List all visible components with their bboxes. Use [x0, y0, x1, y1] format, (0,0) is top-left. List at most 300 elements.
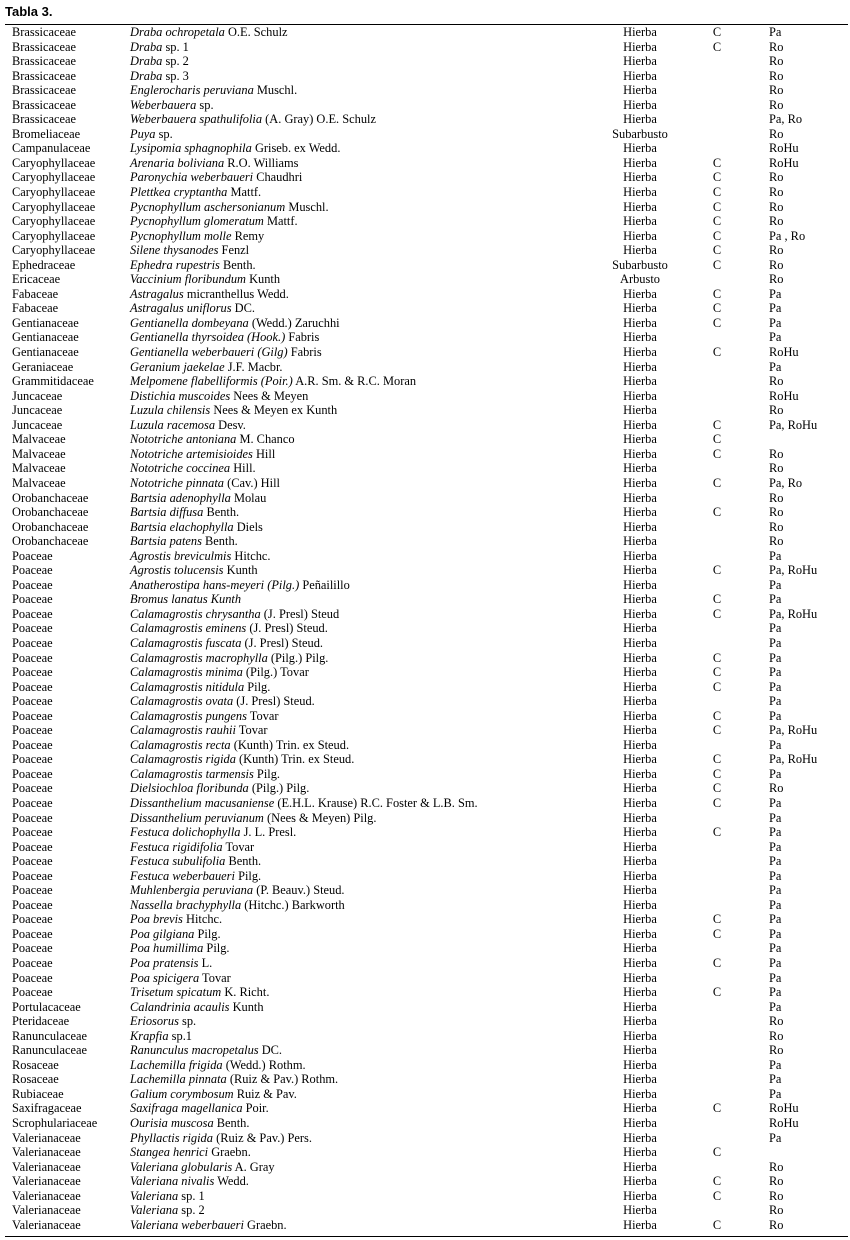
endemic-cell: C: [712, 475, 722, 490]
species-cell: [130, 883, 345, 898]
species-author: Griseb. ex Wedd.: [254, 141, 341, 156]
species-cell: [130, 607, 339, 622]
species-name: Bromus lanatus Kunth: [130, 592, 242, 607]
species-name: Astragalus: [130, 286, 184, 301]
table-row: [0, 811, 850, 826]
species-name: Krapfia: [130, 1028, 169, 1043]
species-cell: [130, 694, 315, 709]
species-author: Hill: [255, 446, 276, 461]
species-cell: [130, 170, 302, 185]
distribution-cell: Pa, RoHu: [769, 752, 818, 767]
endemic-cell: C: [712, 912, 722, 927]
endemic-cell: C: [712, 315, 722, 330]
habit-cell: Hierba: [623, 83, 657, 98]
species-name: Stangea henrici: [130, 1145, 209, 1160]
distribution-cell: Ro: [769, 257, 784, 272]
endemic-cell: C: [712, 985, 722, 1000]
species-cell: [130, 985, 269, 1000]
family-cell: Poaceae: [12, 708, 53, 723]
habit-cell: Hierba: [623, 883, 657, 898]
distribution-cell: Pa, Ro: [769, 112, 803, 127]
family-cell: Valerianaceae: [12, 1203, 81, 1218]
family-cell: Malvaceae: [12, 432, 66, 447]
species-author: Ruiz & Pav.: [236, 1086, 297, 1101]
table-row: [0, 69, 850, 84]
species-author: sp. 1: [181, 1188, 205, 1203]
species-cell: [130, 781, 309, 796]
table-row: [0, 680, 850, 695]
species-name: Valeriana: [130, 1188, 179, 1203]
species-name: Draba: [130, 39, 163, 54]
table-row: [0, 927, 850, 942]
table-row: [0, 200, 850, 215]
distribution-cell: Pa, RoHu: [769, 606, 818, 621]
distribution-cell: Pa: [769, 635, 782, 650]
species-name: Astragalus uniflorus: [130, 301, 232, 316]
table-row: [0, 505, 850, 520]
family-cell: Juncaceae: [12, 417, 63, 432]
distribution-cell: Ro: [769, 1043, 784, 1058]
species-author: Tovar: [202, 970, 231, 985]
species-cell: [130, 578, 350, 593]
species-cell: [130, 752, 354, 767]
habit-cell: Hierba: [623, 301, 657, 316]
species-name: Valeriana: [130, 1203, 179, 1218]
species-author: (Kunth) Trin. ex Steud.: [239, 752, 355, 767]
distribution-cell: Ro: [769, 1188, 784, 1203]
habit-cell: Hierba: [623, 1174, 657, 1189]
species-cell: [130, 1058, 306, 1073]
table-row: [0, 1160, 850, 1175]
habit-cell: Hierba: [623, 708, 657, 723]
habit-cell: Hierba: [623, 737, 657, 752]
table-row: [0, 1087, 850, 1102]
family-cell: Fabaceae: [12, 301, 59, 316]
species-author: Desv.: [218, 417, 246, 432]
distribution-cell: RoHu: [769, 388, 799, 403]
species-name: Agrostis tolucensis: [130, 563, 224, 578]
species-name: Lachemilla pinnata: [130, 1072, 227, 1087]
habit-cell: Hierba: [623, 112, 657, 127]
distribution-cell: RoHu: [769, 155, 799, 170]
table-row: [0, 1101, 850, 1116]
species-name: Valeriana globularis: [130, 1159, 233, 1174]
table-row: [0, 1029, 850, 1044]
habit-cell: Hierba: [623, 839, 657, 854]
distribution-cell: Ro: [769, 1203, 784, 1218]
species-name: Festuca weberbaueri: [130, 868, 235, 883]
distribution-cell: Pa: [769, 25, 782, 39]
habit-cell: Hierba: [623, 854, 657, 869]
habit-cell: Hierba: [623, 97, 657, 112]
distribution-cell: Pa: [769, 708, 782, 723]
species-name: Luzula racemosa: [130, 417, 216, 432]
species-name: Poa gilgiana: [130, 926, 195, 941]
table-row: [0, 1000, 850, 1015]
species-cell: [130, 549, 271, 564]
habit-cell: Hierba: [623, 403, 657, 418]
distribution-cell: Ro: [769, 490, 784, 505]
family-cell: Poaceae: [12, 621, 53, 636]
endemic-cell: C: [712, 766, 722, 781]
species-author: Nees & Meyen: [233, 388, 309, 403]
family-cell: Poaceae: [12, 781, 53, 796]
table-row: [0, 25, 850, 40]
distribution-cell: RoHu: [769, 141, 799, 156]
habit-cell: Hierba: [623, 155, 657, 170]
distribution-cell: Pa: [769, 359, 782, 374]
family-cell: Poaceae: [12, 694, 53, 709]
species-cell: [130, 258, 256, 273]
species-cell: [130, 330, 319, 345]
distribution-cell: Pa: [769, 766, 782, 781]
distribution-cell: Pa: [769, 679, 782, 694]
endemic-cell: C: [712, 825, 722, 840]
table-row: [0, 796, 850, 811]
endemic-cell: C: [712, 228, 722, 243]
habit-cell: Hierba: [623, 1203, 657, 1218]
table-title: Tabla 3.: [5, 4, 53, 19]
species-author: L.: [201, 956, 213, 970]
species-name: Bartsia elachophylla: [130, 519, 234, 534]
family-cell: Caryophyllaceae: [12, 199, 96, 214]
table-row: [0, 112, 850, 127]
species-author: sp.: [182, 1014, 197, 1029]
table-row: [0, 461, 850, 476]
distribution-cell: Pa: [769, 912, 782, 927]
table-row: [0, 651, 850, 666]
family-cell: Poaceae: [12, 854, 53, 869]
species-name: Phyllactis rigida: [130, 1130, 213, 1145]
habit-cell: Hierba: [623, 1086, 657, 1101]
species-cell: [130, 69, 189, 84]
species-name: Gentianella weberbaueri (Gilg): [130, 345, 288, 360]
habit-cell: Hierba: [623, 417, 657, 432]
species-name: Nassella brachyphylla: [130, 897, 242, 912]
species-author: Graebn.: [247, 1217, 287, 1232]
family-cell: Poaceae: [12, 897, 53, 912]
habit-cell: Hierba: [623, 795, 657, 810]
family-cell: Poaceae: [12, 548, 53, 563]
table-row: [0, 330, 850, 345]
species-cell: [130, 301, 255, 316]
habit-cell: Hierba: [623, 39, 657, 54]
family-cell: Poaceae: [12, 883, 53, 898]
habit-cell: Hierba: [623, 388, 657, 403]
family-cell: Brassicaceae: [12, 68, 76, 83]
habit-cell: Hierba: [623, 345, 657, 360]
distribution-cell: Ro: [769, 39, 784, 54]
habit-cell: Hierba: [623, 432, 657, 447]
species-cell: [130, 243, 249, 258]
habit-cell: Hierba: [623, 519, 657, 534]
family-cell: Scrophulariaceae: [12, 1116, 98, 1131]
species-name: Draba ochropetala: [130, 25, 225, 39]
species-name: Weberbauera: [130, 97, 197, 112]
species-author: Hitchc.: [234, 548, 271, 563]
table-row: [0, 1043, 850, 1058]
distribution-cell: Pa: [769, 999, 782, 1014]
table-row: [0, 563, 850, 578]
species-name: Englerocharis peruviana: [130, 83, 254, 98]
family-cell: Poaceae: [12, 941, 53, 956]
species-name: Valeriana nivalis: [130, 1174, 215, 1189]
species-author: Pilg.: [197, 926, 221, 941]
habit-cell: Hierba: [623, 621, 657, 636]
habit-cell: Hierba: [623, 25, 657, 39]
species-name: Puya: [130, 126, 156, 141]
table-row: [0, 360, 850, 375]
table-row: [0, 432, 850, 447]
distribution-cell: Ro: [769, 1028, 784, 1043]
family-cell: Poaceae: [12, 635, 53, 650]
species-name: Calamagrostis pungens: [130, 708, 247, 723]
family-cell: Valerianaceae: [12, 1188, 81, 1203]
species-cell: [130, 287, 289, 302]
family-cell: Rosaceae: [12, 1057, 59, 1072]
distribution-cell: Pa: [769, 941, 782, 956]
distribution-cell: Pa, RoHu: [769, 563, 818, 578]
habit-cell: Hierba: [623, 446, 657, 461]
distribution-cell: Ro: [769, 214, 784, 229]
species-name: Poa pratensis: [130, 956, 199, 970]
habit-cell: Hierba: [623, 766, 657, 781]
family-cell: Orobanchaceae: [12, 490, 89, 505]
species-cell: [130, 869, 261, 884]
table-row: [0, 418, 850, 433]
species-cell: [130, 112, 376, 127]
species-cell: [130, 854, 261, 869]
distribution-cell: Pa: [769, 577, 782, 592]
family-cell: Gentianaceae: [12, 330, 79, 345]
table-row: [0, 1014, 850, 1029]
species-cell: [130, 83, 297, 98]
species-author: Wedd.: [217, 1174, 249, 1189]
species-cell: [130, 563, 258, 578]
table-row: [0, 956, 850, 971]
endemic-cell: C: [712, 1217, 722, 1232]
habit-cell: Hierba: [623, 1217, 657, 1232]
habit-cell: Hierba: [623, 1057, 657, 1072]
distribution-cell: Ro: [769, 1174, 784, 1189]
species-author: sp.: [158, 126, 173, 141]
species-author: Chaudhri: [256, 170, 303, 185]
table-row: [0, 898, 850, 913]
species-name: Festuca subulifolia: [130, 854, 226, 869]
habit-cell: Hierba: [623, 592, 657, 607]
species-author: Hill.: [233, 461, 256, 476]
habit-cell: Hierba: [623, 912, 657, 927]
family-cell: Valerianaceae: [12, 1174, 81, 1189]
species-cell: [130, 476, 280, 491]
species-author: Poir.: [245, 1101, 269, 1116]
distribution-cell: Pa: [769, 854, 782, 869]
species-name: Ranunculus macropetalus: [130, 1043, 259, 1058]
table-row: [0, 1189, 850, 1204]
habit-cell: Hierba: [623, 359, 657, 374]
species-name: Anatherostipa hans-meyeri (Pilg.): [130, 577, 300, 592]
species-name: Lysipomia sphagnophila: [130, 141, 252, 156]
family-cell: Geraniaceae: [12, 359, 74, 374]
species-name: Melpomene flabelliformis (Poir.): [130, 374, 293, 389]
habit-cell: Hierba: [623, 68, 657, 83]
table-row: [0, 971, 850, 986]
species-cell: [130, 723, 268, 738]
species-cell: [130, 898, 345, 913]
species-author: (J. Presl) Steud.: [236, 694, 315, 709]
family-cell: Poaceae: [12, 985, 53, 1000]
species-author: Hitchc.: [186, 912, 223, 927]
species-name: Calamagrostis rigida: [130, 752, 236, 767]
bottom-rule: [5, 1236, 848, 1237]
family-cell: Fabaceae: [12, 286, 59, 301]
habit-cell: Hierba: [623, 315, 657, 330]
species-cell: [130, 40, 189, 55]
habit-cell: Hierba: [623, 286, 657, 301]
species-cell: [130, 796, 478, 811]
endemic-cell: C: [712, 432, 722, 447]
species-name: Muhlenbergia peruviana: [130, 883, 254, 898]
species-name: Calandrinia acaulis: [130, 999, 230, 1014]
family-cell: Valerianaceae: [12, 1217, 81, 1232]
distribution-cell: Pa , Ro: [769, 228, 806, 243]
species-name: Nototriche artemisioides: [130, 446, 253, 461]
distribution-cell: Pa: [769, 694, 782, 709]
endemic-cell: C: [712, 708, 722, 723]
species-cell: [130, 360, 283, 375]
species-name: Nototriche coccinea: [130, 461, 231, 476]
habit-cell: Hierba: [623, 650, 657, 665]
distribution-cell: Pa: [769, 883, 782, 898]
habit-cell: Hierba: [623, 199, 657, 214]
species-author: Peñailillo: [302, 577, 350, 592]
family-cell: Caryophyllaceae: [12, 243, 96, 258]
habit-cell: Hierba: [623, 1145, 657, 1160]
habit-cell: Arbusto: [620, 272, 660, 287]
habit-cell: Hierba: [623, 635, 657, 650]
species-author: Benth.: [228, 854, 262, 869]
species-cell: [130, 1043, 282, 1058]
family-cell: Poaceae: [12, 839, 53, 854]
family-cell: Caryophyllaceae: [12, 228, 96, 243]
species-name: Draba: [130, 54, 163, 69]
table-row: [0, 607, 850, 622]
table-row: [0, 403, 850, 418]
family-cell: Poaceae: [12, 665, 53, 680]
species-author: DC.: [234, 301, 255, 316]
distribution-cell: Ro: [769, 519, 784, 534]
endemic-cell: C: [712, 417, 722, 432]
family-cell: Poaceae: [12, 723, 53, 738]
habit-cell: Hierba: [623, 374, 657, 389]
species-author: Benth.: [222, 257, 256, 272]
family-cell: Rubiaceae: [12, 1086, 64, 1101]
distribution-cell: Pa: [769, 985, 782, 1000]
family-cell: Malvaceae: [12, 461, 66, 476]
family-cell: Malvaceae: [12, 475, 66, 490]
distribution-cell: Ro: [769, 97, 784, 112]
species-author: (E.H.L. Krause) R.C. Foster & L.B. Sm.: [277, 795, 478, 810]
habit-cell: Hierba: [623, 956, 657, 970]
family-cell: Valerianaceae: [12, 1159, 81, 1174]
distribution-cell: Pa: [769, 897, 782, 912]
habit-cell: Hierba: [623, 577, 657, 592]
distribution-cell: Pa: [769, 665, 782, 680]
endemic-cell: C: [712, 170, 722, 185]
species-cell: [130, 403, 337, 418]
distribution-cell: RoHu: [769, 1101, 799, 1116]
species-cell: [130, 25, 288, 40]
species-author: (Ruiz & Pav.) Pers.: [216, 1130, 312, 1145]
family-cell: Caryophyllaceae: [12, 170, 96, 185]
species-name: Nototriche antoniana: [130, 432, 237, 447]
family-cell: Ericaceae: [12, 272, 61, 287]
species-author: (J. Presl) Steud.: [244, 635, 324, 650]
family-cell: Poaceae: [12, 737, 53, 752]
family-cell: Caryophyllaceae: [12, 214, 96, 229]
distribution-cell: Pa, RoHu: [769, 417, 818, 432]
species-cell: [130, 621, 328, 636]
species-cell: [130, 316, 340, 331]
species-author: sp.: [199, 97, 214, 112]
endemic-cell: C: [712, 1174, 722, 1189]
family-cell: Saxifragaceae: [12, 1101, 82, 1116]
habit-cell: Hierba: [623, 752, 657, 767]
species-author: (Hitchc.) Barkworth: [244, 897, 345, 912]
distribution-cell: Pa: [769, 592, 782, 607]
family-cell: Poaceae: [12, 810, 53, 825]
species-name: Lachemilla frigida: [130, 1057, 223, 1072]
species-cell: [130, 767, 280, 782]
table-row: [0, 723, 850, 738]
endemic-cell: C: [712, 257, 722, 272]
family-cell: Valerianaceae: [12, 1145, 81, 1160]
species-cell: [130, 447, 275, 462]
table-row: [0, 1218, 850, 1233]
distribution-cell: Ro: [769, 781, 784, 796]
table-row: [0, 912, 850, 927]
family-cell: Bromeliaceae: [12, 126, 81, 141]
table-row: [0, 258, 850, 273]
habit-cell: Hierba: [623, 490, 657, 505]
species-author: Muschl.: [288, 199, 329, 214]
table-row: [0, 1145, 850, 1160]
table-row: [0, 156, 850, 171]
species-cell: [130, 505, 239, 520]
family-cell: Poaceae: [12, 956, 53, 970]
species-cell: [130, 1000, 264, 1015]
species-cell: [130, 1116, 249, 1131]
species-cell: [130, 214, 298, 229]
species-author: Kunth: [226, 563, 258, 578]
family-cell: Gentianaceae: [12, 315, 79, 330]
species-name: Vaccinium floribundum: [130, 272, 246, 287]
habit-cell: Hierba: [623, 825, 657, 840]
species-author: Graebn.: [211, 1145, 251, 1160]
species-author: Benth.: [216, 1116, 250, 1131]
habit-cell: Hierba: [623, 1101, 657, 1116]
species-author: Fabris: [290, 345, 322, 360]
species-cell: [130, 1131, 312, 1146]
family-cell: Orobanchaceae: [12, 505, 89, 520]
species-cell: [130, 1014, 196, 1029]
family-cell: Brassicaceae: [12, 112, 76, 127]
species-author: Tovar: [238, 723, 268, 738]
distribution-cell: Ro: [769, 461, 784, 476]
species-author: (Nees & Meyen) Pilg.: [267, 810, 377, 825]
distribution-cell: RoHu: [769, 345, 799, 360]
species-cell: [130, 127, 173, 142]
